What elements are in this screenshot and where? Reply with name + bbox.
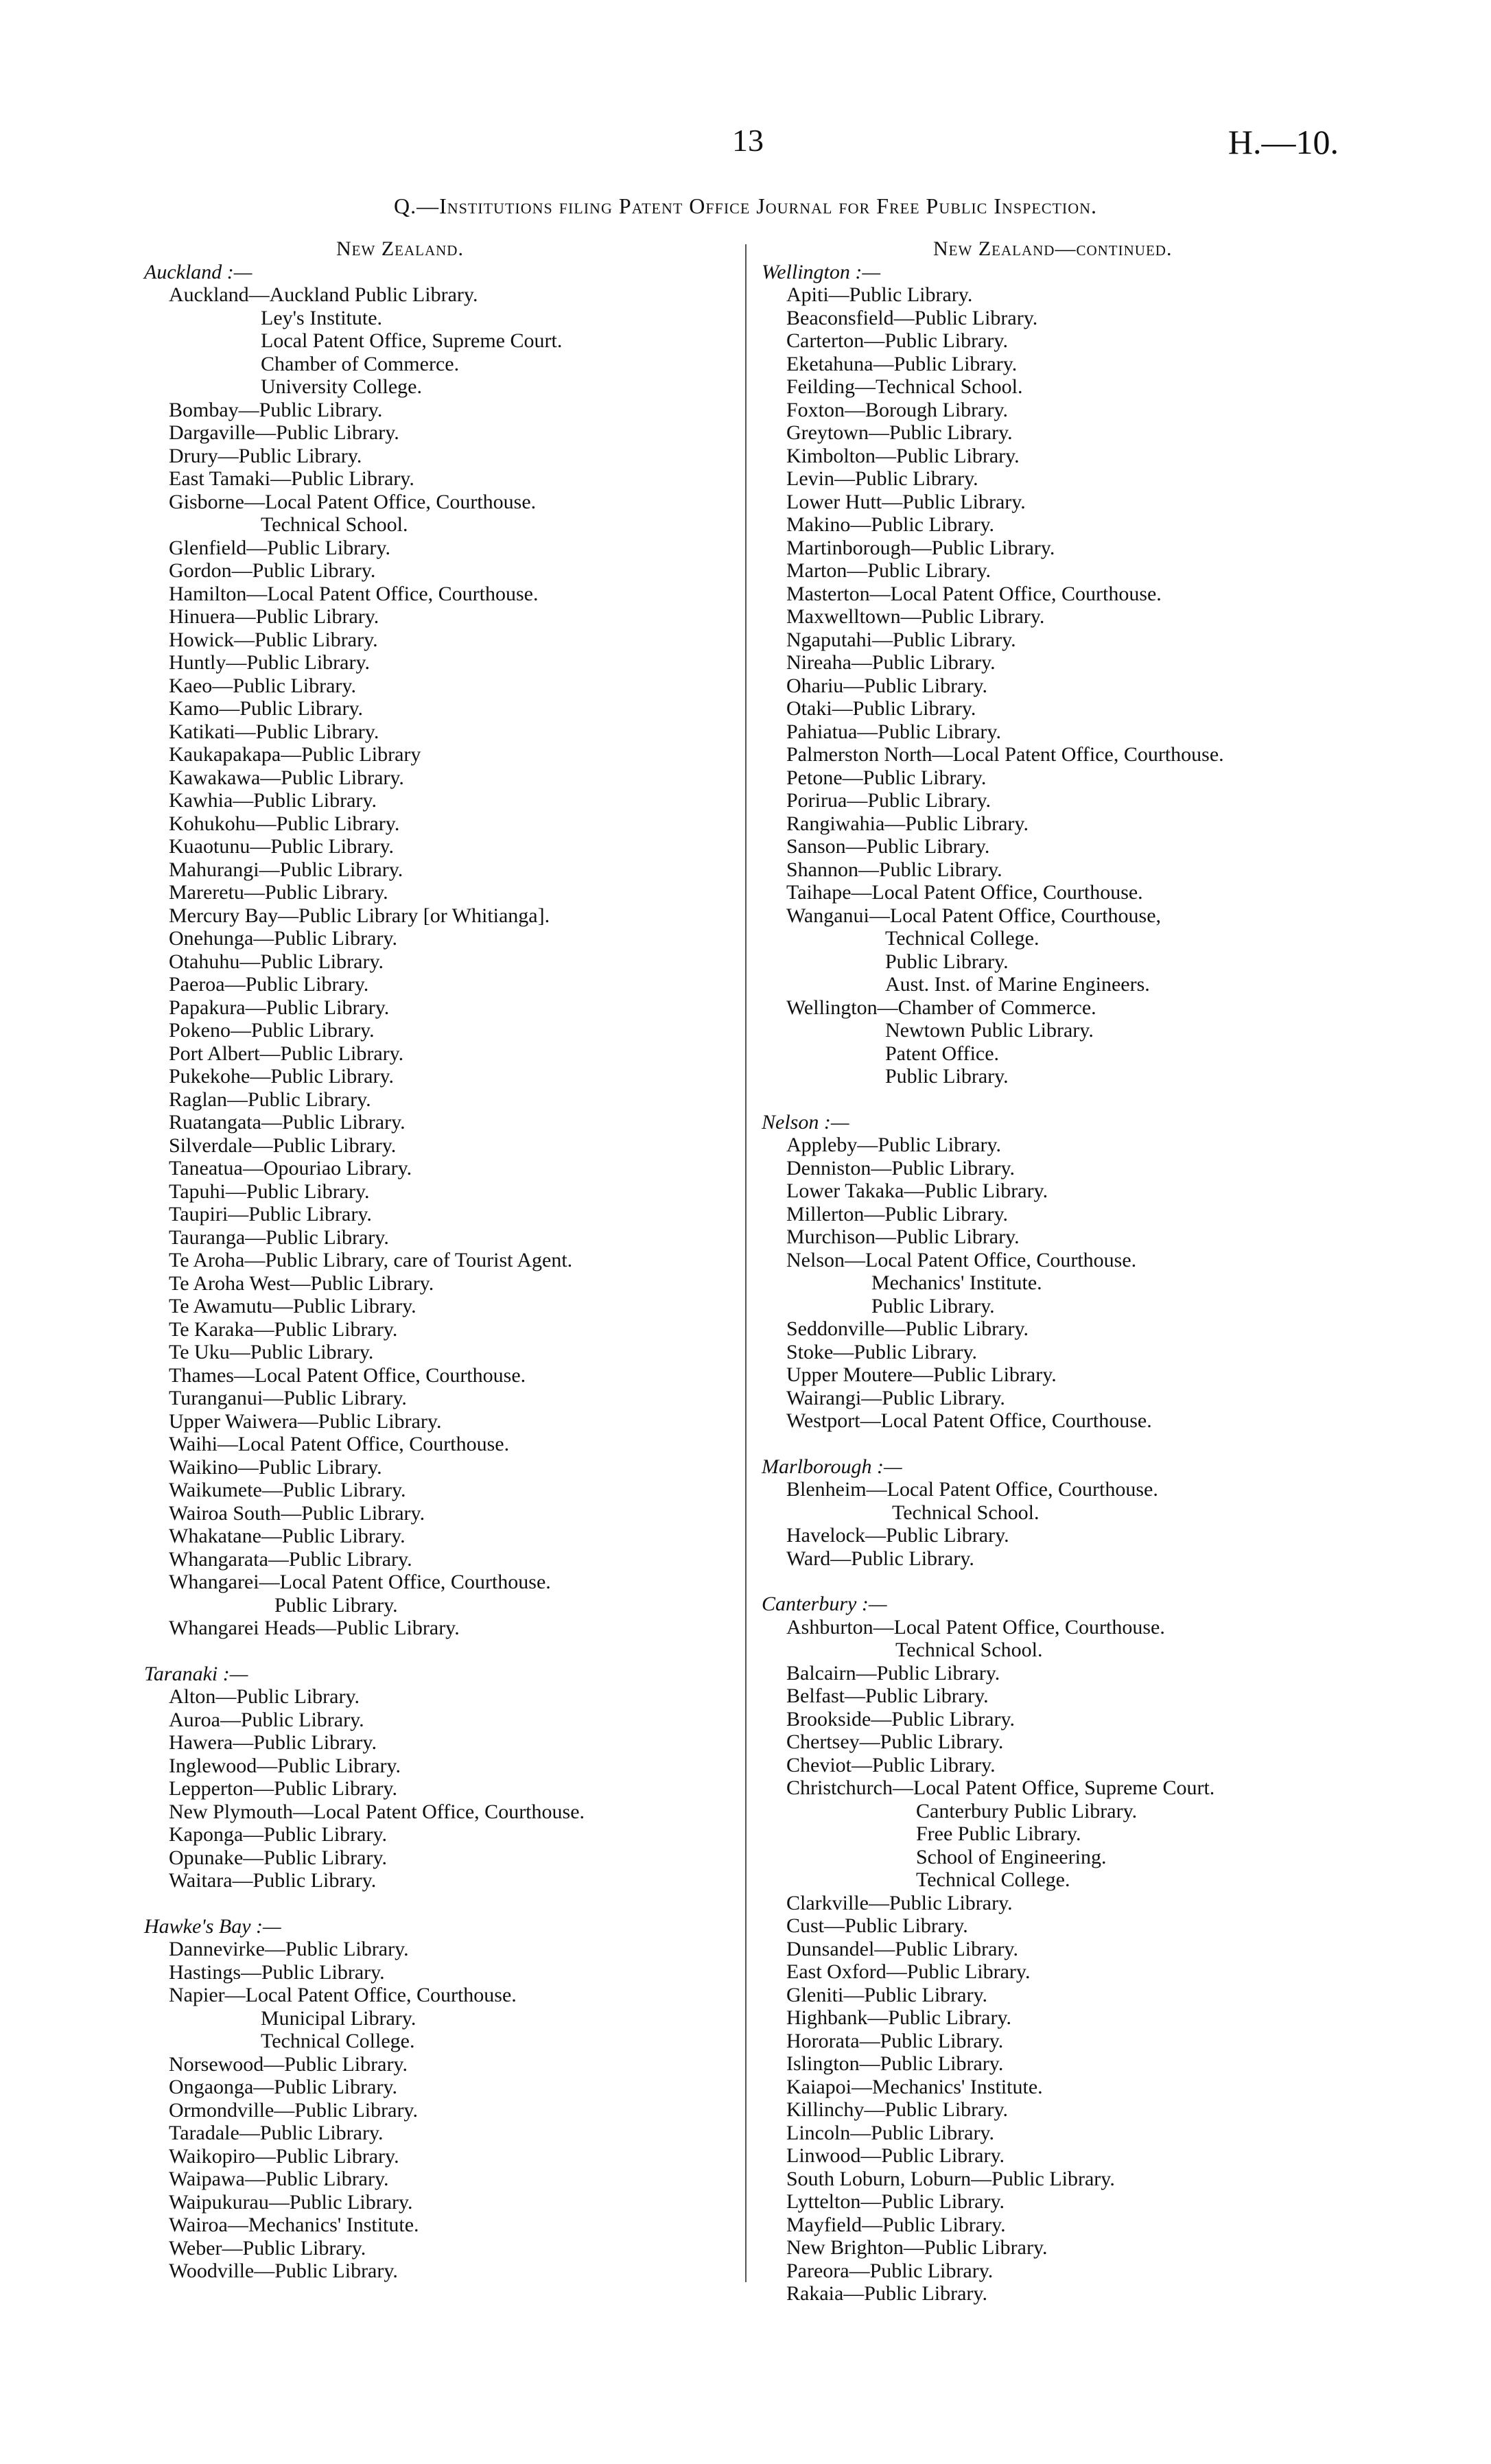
institution-entry: Paeroa—Public Library. [169, 973, 369, 996]
institution-entry: Rakaia—Public Library. [786, 2282, 987, 2305]
institution-entry: Mayfield—Public Library. [786, 2213, 1006, 2236]
continuation-entry: Municipal Library. [261, 2006, 416, 2030]
institution-entry: Lincoln—Public Library. [786, 2121, 994, 2144]
institution-entry: Alton—Public Library. [169, 1685, 360, 1708]
institution-entry: Howick—Public Library. [169, 628, 378, 651]
institution-entry: Mareretu—Public Library. [169, 881, 388, 904]
institution-entry: Wairoa—Mechanics' Institute. [169, 2214, 419, 2236]
institution-entry: Greytown—Public Library. [786, 421, 1013, 444]
institution-entry: Eketahuna—Public Library. [786, 352, 1018, 375]
institution-entry: Kawhia—Public Library. [169, 789, 377, 812]
institution-entry: Mercury Bay—Public Library [or Whitianga]. [169, 904, 550, 927]
institution-entry: Kamo—Public Library. [169, 697, 363, 720]
institution-entry: Lyttelton—Public Library. [786, 2190, 1005, 2213]
institution-entry: Taradale—Public Library. [169, 2122, 384, 2144]
institution-entry: Highbank—Public Library. [786, 2006, 1011, 2029]
institution-entry: Papakura—Public Library. [169, 996, 390, 1019]
institution-entry: Denniston—Public Library. [786, 1156, 1015, 1180]
institution-entry: Rangiwahia—Public Library. [786, 812, 1029, 835]
institution-entry: Pareora—Public Library. [786, 2259, 994, 2282]
institution-entry: Hororata—Public Library. [786, 2029, 1004, 2052]
continuation-entry: Public Library. [871, 1294, 995, 1317]
institution-entry: Linwood—Public Library. [786, 2144, 1005, 2167]
institution-entry: New Brighton—Public Library. [786, 2236, 1048, 2259]
continuation-entry: Newtown Public Library. [885, 1019, 1094, 1042]
institution-entry: Thames—Local Patent Office, Courthouse. [169, 1363, 526, 1387]
institution-entry: Ward—Public Library. [786, 1547, 974, 1570]
institution-entry: Shannon—Public Library. [786, 858, 1002, 881]
region-heading: Wellington :— [762, 260, 881, 283]
continuation-entry: Chamber of Commerce. [261, 352, 460, 375]
continuation-entry: Technical College. [916, 1868, 1070, 1891]
continuation-entry: Canterbury Public Library. [916, 1799, 1138, 1822]
institution-entry: Norsewood—Public Library. [169, 2052, 408, 2076]
continuation-entry: University College. [261, 375, 422, 398]
institution-entry: Upper Waiwera—Public Library. [169, 1409, 442, 1433]
institution-entry: Christchurch—Local Patent Office, Supreme Court. [786, 1776, 1215, 1799]
institution-entry: Murchison—Public Library. [786, 1225, 1020, 1248]
page-title: Q.—Institutions filing Patent Office Journal for Free Public Inspection. [393, 193, 1098, 218]
institution-entry: Inglewood—Public Library. [169, 1754, 401, 1777]
region-block [762, 261, 1352, 2305]
institution-entry: Levin—Public Library. [786, 467, 978, 490]
institution-entry: Otaki—Public Library. [786, 697, 976, 720]
institution-entry: Wairoa South—Public Library. [169, 1501, 425, 1525]
institution-entry: Mahurangi—Public Library. [169, 858, 403, 881]
institution-entry: East Oxford—Public Library. [786, 1960, 1031, 1983]
right-column [762, 237, 1352, 2305]
left-column [144, 237, 734, 2283]
institution-entry: Kohukohu—Public Library. [169, 812, 400, 835]
continuation-entry: Public Library. [274, 1593, 398, 1617]
institution-entry: Pahiatua—Public Library. [786, 720, 1001, 743]
institution-entry: Kawakawa—Public Library. [169, 766, 404, 789]
institution-entry: Silverdale—Public Library. [169, 1134, 397, 1157]
institution-entry: Seddonville—Public Library. [786, 1317, 1029, 1340]
continuation-entry: Technical School. [261, 513, 408, 536]
institution-entry: Hastings—Public Library. [169, 1960, 385, 1984]
continuation-entry: Mechanics' Institute. [871, 1271, 1042, 1294]
institution-entry: Hawera—Public Library. [169, 1731, 377, 1754]
continuation-entry: Aust. Inst. of Marine Engineers. [885, 973, 1150, 996]
institution-entry: Waikino—Public Library. [169, 1455, 382, 1479]
institution-entry: Martinborough—Public Library. [786, 536, 1055, 559]
institution-entry: Dannevirke—Public Library. [169, 1938, 409, 1960]
continuation-entry: Technical School. [895, 1639, 1043, 1661]
continuation-entry: Public Library. [885, 1065, 1009, 1088]
institution-entry: Otahuhu—Public Library. [169, 950, 384, 973]
institution-entry: Ashburton—Local Patent Office, Courthouse. [786, 1615, 1165, 1639]
institution-entry: Wairangi—Public Library. [786, 1386, 1005, 1409]
institution-entry: Whangarata—Public Library. [169, 1547, 412, 1571]
continuation-entry: School of Engineering. [916, 1845, 1107, 1868]
institution-entry: Lepperton—Public Library. [169, 1777, 397, 1800]
institution-entry: Killinchy—Public Library. [786, 2098, 1008, 2121]
continuation-entry: Ley's Institute. [261, 306, 383, 329]
institution-entry: Cheviot—Public Library. [786, 1753, 996, 1776]
continuation-entry: Local Patent Office, Supreme Court. [261, 329, 563, 352]
institution-entry: Belfast—Public Library. [786, 1685, 989, 1707]
institution-entry: Huntly—Public Library. [169, 651, 371, 674]
institution-entry: Drury—Public Library. [169, 444, 362, 467]
institution-entry: Napier—Local Patent Office, Courthouse. [169, 1984, 517, 2006]
continuation-entry: Free Public Library. [916, 1822, 1081, 1845]
region-heading: Taranaki :— [144, 1662, 248, 1685]
institution-entry: Te Uku—Public Library. [169, 1341, 374, 1363]
institution-entry: Te Aroha West—Public Library. [169, 1271, 434, 1295]
institution-entry: Onehunga—Public Library. [169, 927, 397, 950]
institution-entry: Waihi—Local Patent Office, Courthouse. [169, 1433, 510, 1455]
institution-entry: Wanganui—Local Patent Office, Courthouse, [786, 904, 1162, 927]
institution-entry: Auckland—Auckland Public Library. [169, 283, 478, 306]
institution-entry: Petone—Public Library. [786, 766, 987, 789]
institution-entry: Waipukurau—Public Library. [169, 2190, 413, 2214]
institution-entry: Tauranga—Public Library. [169, 1225, 389, 1249]
institution-entry: Ormondville—Public Library. [169, 2098, 418, 2122]
institution-entry: Taneatua—Opouriao Library. [169, 1157, 412, 1180]
continuation-entry: Public Library. [885, 950, 1009, 973]
institution-entry: Raglan—Public Library. [169, 1088, 371, 1111]
institution-entry: Foxton—Borough Library. [786, 398, 1009, 421]
institution-entry: Te Awamutu—Public Library. [169, 1295, 416, 1317]
institution-entry: Tapuhi—Public Library. [169, 1180, 370, 1203]
institution-entry: Blenheim—Local Patent Office, Courthouse. [786, 1478, 1158, 1501]
institution-entry: Taihape—Local Patent Office, Courthouse. [786, 881, 1143, 904]
region-heading: Marlborough :— [762, 1455, 902, 1478]
document-reference: H.—10. [1228, 123, 1339, 161]
institution-entry: Hamilton—Local Patent Office, Courthouse. [169, 582, 539, 605]
institution-entry: Whangarei Heads—Public Library. [169, 1617, 460, 1639]
institution-entry: Auroa—Public Library. [169, 1708, 364, 1731]
institution-entry: Kaiapoi—Mechanics' Institute. [786, 2075, 1043, 2098]
institution-entry: Wellington—Chamber of Commerce. [786, 996, 1096, 1019]
institution-entry: Te Aroha—Public Library, care of Tourist Agent. [169, 1249, 573, 1271]
institution-entry: Havelock—Public Library. [786, 1524, 1009, 1547]
institution-entry: Marton—Public Library. [786, 559, 991, 582]
institution-entry: Taupiri—Public Library. [169, 1203, 372, 1225]
institution-entry: Opunake—Public Library. [169, 1846, 387, 1869]
institution-entry: Brookside—Public Library. [786, 1707, 1015, 1730]
institution-entry: Bombay—Public Library. [169, 398, 383, 421]
institution-entry: Ngaputahi—Public Library. [786, 628, 1016, 651]
institution-entry: Sanson—Public Library. [786, 835, 990, 858]
institution-entry: Waipawa—Public Library. [169, 2168, 389, 2190]
institution-entry: Nelson—Local Patent Office, Courthouse. [786, 1248, 1137, 1271]
region-block [144, 261, 734, 2283]
institution-entry: Makino—Public Library. [786, 513, 995, 536]
institution-entry: Apiti—Public Library. [786, 283, 973, 306]
institution-entry: Lower Takaka—Public Library. [786, 1180, 1048, 1202]
section-gap [762, 1088, 1352, 1111]
institution-entry: Carterton—Public Library. [786, 329, 1008, 352]
institution-entry: Westport—Local Patent Office, Courthouse. [786, 1409, 1152, 1432]
institution-entry: Kuaotunu—Public Library. [169, 835, 394, 858]
institution-entry: Hinuera—Public Library. [169, 605, 379, 628]
institution-entry: Islington—Public Library. [786, 2052, 1004, 2075]
institution-entry: Glenfield—Public Library. [169, 536, 390, 559]
institution-entry: Upper Moutere—Public Library. [786, 1363, 1057, 1386]
institution-entry: Appleby—Public Library. [786, 1134, 1001, 1156]
institution-entry: Ohariu—Public Library. [786, 674, 987, 697]
section-gap [762, 1570, 1352, 1593]
institution-entry: Te Karaka—Public Library. [169, 1317, 398, 1341]
continuation-entry: Patent Office. [885, 1042, 1000, 1065]
institution-entry: Feilding—Technical School. [786, 375, 1023, 398]
institution-entry: New Plymouth—Local Patent Office, Courthouse. [169, 1800, 585, 1823]
institution-entry: Masterton—Local Patent Office, Courthouse. [786, 582, 1162, 605]
continuation-entry: Technical College. [885, 927, 1040, 950]
institution-entry: Gordon—Public Library. [169, 559, 376, 582]
section-gap [144, 1640, 734, 1663]
page-number: 13 [732, 123, 764, 158]
institution-entry: Chertsey—Public Library. [786, 1730, 1004, 1753]
institution-entry: Beaconsfield—Public Library. [786, 306, 1038, 329]
institution-entry: Palmerston North—Local Patent Office, Courthouse. [786, 743, 1224, 766]
institution-entry: Gisborne—Local Patent Office, Courthouse. [169, 490, 537, 513]
institution-entry: Nireaha—Public Library. [786, 651, 996, 674]
column-heading: New Zealand. [336, 237, 464, 260]
institution-entry: Kimbolton—Public Library. [786, 444, 1020, 467]
institution-entry: East Tamaki—Public Library. [169, 467, 414, 490]
institution-entry: Turanganui—Public Library. [169, 1387, 407, 1409]
institution-entry: Pukekohe—Public Library. [169, 1065, 394, 1088]
region-heading: Auckland :— [144, 260, 253, 283]
institution-entry: Lower Hutt—Public Library. [786, 490, 1026, 513]
section-gap [144, 1892, 734, 1915]
institution-entry: Porirua—Public Library. [786, 789, 991, 812]
continuation-entry: Technical College. [261, 2030, 415, 2052]
institution-entry: Dunsandel—Public Library. [786, 1937, 1018, 1960]
institution-entry: Clarkville—Public Library. [786, 1891, 1013, 1914]
region-heading: Hawke's Bay :— [144, 1914, 281, 1938]
region-heading: Nelson :— [762, 1110, 849, 1134]
institution-entry: Ruatangata—Public Library. [169, 1111, 406, 1134]
column-heading: New Zealand—continued. [933, 237, 1173, 260]
institution-entry: Balcairn—Public Library. [786, 1661, 1000, 1685]
institution-entry: Whangarei—Local Patent Office, Courthouse. [169, 1571, 551, 1593]
column-divider [745, 244, 747, 2282]
institution-entry: Stoke—Public Library. [786, 1340, 978, 1363]
institution-entry: Kaeo—Public Library. [169, 674, 356, 697]
institution-entry: Woodville—Public Library. [169, 2260, 398, 2282]
institution-entry: Waitara—Public Library. [169, 1869, 377, 1892]
institution-entry: Millerton—Public Library. [786, 1202, 1008, 1225]
institution-entry: Kaponga—Public Library. [169, 1823, 387, 1846]
institution-entry: South Loburn, Loburn—Public Library. [786, 2167, 1115, 2190]
institution-entry: Kaukapakapa—Public Library [169, 743, 421, 766]
institution-entry: Dargaville—Public Library. [169, 421, 399, 444]
section-gap [762, 1433, 1352, 1455]
region-heading: Canterbury :— [762, 1593, 887, 1615]
institution-entry: Gleniti—Public Library. [786, 1983, 987, 2006]
institution-entry: Maxwelltown—Public Library. [786, 605, 1045, 628]
institution-entry: Cust—Public Library. [786, 1914, 968, 1937]
institution-entry: Weber—Public Library. [169, 2236, 366, 2260]
institution-entry: Whakatane—Public Library. [169, 1525, 406, 1547]
institution-entry: Ongaonga—Public Library. [169, 2076, 397, 2098]
institution-entry: Waikumete—Public Library. [169, 1479, 406, 1501]
institution-entry: Pokeno—Public Library. [169, 1019, 375, 1042]
institution-entry: Port Albert—Public Library. [169, 1042, 404, 1065]
institution-entry: Waikopiro—Public Library. [169, 2144, 399, 2168]
institution-entry: Katikati—Public Library. [169, 720, 379, 743]
continuation-entry: Technical School. [892, 1501, 1040, 1524]
